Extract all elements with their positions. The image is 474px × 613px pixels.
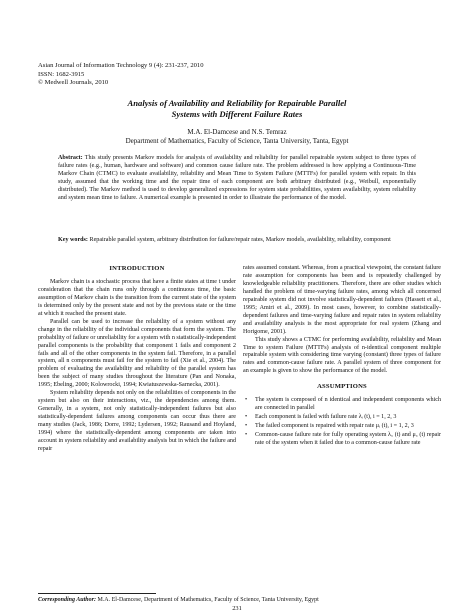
abstract	[58, 154, 416, 203]
copyright: © Medwell Journals, 2010	[38, 79, 109, 87]
bullet-icon: •	[245, 432, 248, 439]
corresponding-author-text: M.A. El-Damcese, Department of Mathematics, Faculty of Science, Tanta University, Egypt	[97, 597, 319, 603]
list-item: • The failed component is repaired with repair rate μᵢ (t), i = 1, 2, 3	[245, 423, 414, 430]
intro-paragraph-4: rates assumed constant. Whereas, from a practical viewpoint, the constant failure rate assumption for components has been and is repeatedly challenged by knowledgeable reliability practitioners. Therefore, there are other studies which handled the problem of time-varying failure rates, among which all concerned repairable system did not involve statistically-dependent failures (Hassett et al., 1995; Amiri et al., 2009). In most cases, however, to combine statistically-dependent failures and time-varying failure and repair rates in system reliability and availability analysis is the most appropriate for real system (Zhang and Horigome, 2001).	[243, 265, 441, 335]
left-column	[38, 265, 236, 454]
list-item: • The system is composed of n identical and independent components which are connected in parallel	[245, 397, 441, 412]
title-line-1: Analysis of Availability and Reliability for Repairable Parallel	[127, 98, 347, 108]
right-column	[243, 265, 441, 449]
intro-paragraph-1: Markov chain is a stochastic process that have a finite states at time t under consideration that the chain runs only through a continuous time, the basic assumption of Markov chain is the transition from the current state of the system is determined only by the present state and not by the previous state or the time at which it reached the present state.	[38, 278, 236, 317]
author-affiliation: Department of Mathematics, Faculty of Science, Tanta University, Tanta, Egypt	[125, 137, 349, 145]
list-item: • Each component is failed with failure rate λᵢ (t), i = 1, 2, 3	[245, 414, 397, 421]
footnote-divider	[38, 593, 156, 594]
keywords-label: Key words:	[58, 237, 88, 243]
corresponding-author-note	[38, 596, 436, 604]
intro-paragraph-2: Parallel can be used to increase the reliability of a system without any change in the reliability of the individual components that form the system. The probability of failure or unreliability for a system with n statistically-independent parallel components is the probability that component 1 fails and component 2 fails and all of the other components in the system fail. Therefore, in a parallel system, all n components must fail for the system to fail (Xie et al., 2004). The problem of evaluating the availability and reliability of the parallel system has been the subject of many studies throughout the literature (Pan and Nonaka, 1995; Ebeling, 2000; Kolowrocki, 1994; Kwiatuszewska-Sarnecka, 2001).	[38, 318, 236, 389]
journal-header	[38, 62, 204, 88]
bullet-icon: •	[245, 397, 248, 404]
journal-citation: Asian Journal of Information Technology 9 (4): 231-237, 2010	[38, 62, 204, 69]
list-item: • Common-cause failure rate for fully operating system λ꜀ (t) and μ꜀ (t) repair rate of the system when it failed due to a common-cause failure rate	[245, 432, 441, 447]
corresponding-author-label: Corresponding Author:	[38, 597, 96, 603]
title-line-2: Systems with Different Failure Rates	[171, 109, 303, 119]
abstract-text: This study presents Markov models for analysis of availability and reliability for parallel repairable system subject to three types of failure rates (e.g., human, hardware and software) and common cause failure rate. The problem addressed is how applying a Continuous-Time Markov Chain (CTMC) to evaluate availability, reliability and Mean Time to System Failure (MTTFs) for parallel system with repair. In this study, assumed that the working time and the repair time of each component are both arbitrary distributed (e.g., Weibull, exponentially distributed). The Markov method is used to develop generalized expressions for system state probabilities, system availability, system reliability and system mean time to failure. A numerical example is presented in order to illustrate the performance of the model.	[58, 155, 416, 202]
keywords-text: Repairable parallel system, arbitrary distribution for failure/repair rates, Markov models, availability, reliability, component	[89, 237, 391, 243]
page-number: 231	[232, 605, 242, 612]
introduction-heading: INTRODUCTION	[109, 265, 165, 272]
author-block	[0, 128, 474, 146]
assumptions-heading: ASSUMPTIONS	[317, 383, 367, 391]
keywords	[58, 236, 416, 244]
intro-paragraph-3: System reliability depends not only on the reliabilities of components in the system but also on their interactions, viz., the dependencies among them. Generally, in a system, not only statistically-independent failures but also statistically-dependent failures among components can occur thus there are many studies (Jack, 1986; Dorre, 1992; Lydersen, 1992; Rausand and Hoyland, 1994) where the statistically-dependent among components are taken into account in system reliability and availability analysis but in which the failure and repair	[38, 390, 236, 452]
author-names: M.A. El-Damcese and N.S. Temraz	[187, 128, 287, 136]
paper-title	[0, 98, 474, 120]
issn: ISSN: 1682-3915	[38, 70, 85, 78]
bullet-icon: •	[245, 423, 248, 430]
intro-paragraph-5: This study shows a CTMC for performing availability, reliability and Mean Time to system Failure (MTTFs) analysis of n-identical component multiple repairable system with considering time varying (constant) three types of failure rates and common-cause failure rate. A parallel system of three component for an example is given to show the performance of the model.	[243, 336, 441, 375]
abstract-label: Abstract:	[58, 155, 83, 161]
assumptions-list	[243, 397, 441, 448]
bullet-icon: •	[245, 414, 248, 421]
